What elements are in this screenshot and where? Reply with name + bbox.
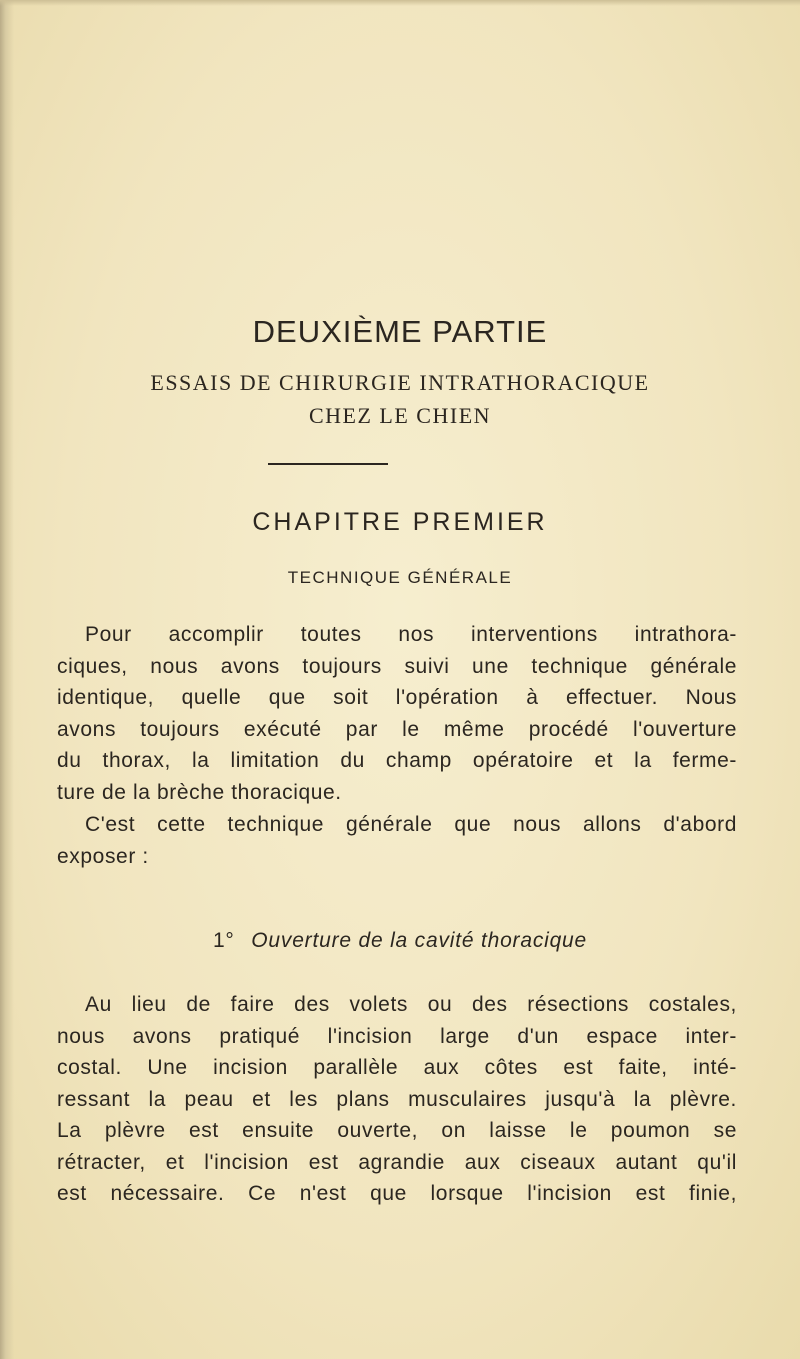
paragraph-line: ciques, nous avons toujours suivi une technique générale — [57, 654, 737, 678]
chapter-title: CHAPITRE PREMIER — [252, 508, 548, 536]
paragraph-line: ture de la brèche thoracique. — [57, 780, 342, 804]
paragraph-line: Pour accomplir toutes nos interventions intrathora- — [85, 623, 737, 646]
paragraph-line: avons toujours exécuté par le même procédé l'ouverture — [57, 717, 737, 741]
paragraph-line: du thorax, la limitation du champ opératoire et la ferme- — [57, 749, 737, 772]
part-title: DEUXIÈME PARTIE — [252, 314, 548, 349]
subtitle-line-2: CHEZ LE CHIEN — [308, 403, 492, 428]
section-number: 1° — [212, 929, 235, 952]
paragraph-line: rétracter, et l'incision est agrandie aux ciseaux autant qu'il — [57, 1150, 737, 1174]
section-title: Ouverture de la cavité thoracique — [251, 929, 588, 952]
paragraph-line: exposer : — [57, 844, 149, 868]
paragraph-2 — [57, 809, 737, 872]
page-edge-top — [0, 0, 800, 6]
paragraph-line: C'est cette technique générale que nous allons d'abord — [85, 813, 737, 836]
paragraph-line: identique, quelle que soit l'opération à effectuer. Nous — [57, 686, 737, 709]
paragraph-3 — [57, 989, 737, 1210]
divider-rule — [268, 463, 388, 465]
subtitle-line-1: ESSAIS DE CHIRURGIE INTRATHORACIQUE — [150, 370, 650, 395]
paragraph-line: est nécessaire. Ce n'est que lorsque l'incision est finie, — [57, 1182, 737, 1205]
paragraph-1 — [57, 619, 737, 808]
section-heading — [0, 929, 800, 953]
paragraph-line: Au lieu de faire des volets ou des résections costales, — [85, 993, 737, 1016]
page-edge-left — [0, 0, 14, 1359]
paragraph-line: ressant la peau et les plans musculaires jusqu'à la plèvre. — [57, 1087, 737, 1111]
chapter-subtitle: TECHNIQUE GÉNÉRALE — [287, 568, 513, 587]
paragraph-line: costal. Une incision parallèle aux côtes est faite, inté- — [57, 1056, 737, 1079]
paragraph-line: La plèvre est ensuite ouverte, on laisse le poumon se — [57, 1119, 737, 1142]
paragraph-line: nous avons pratiqué l'incision large d'un espace inter- — [57, 1024, 737, 1048]
